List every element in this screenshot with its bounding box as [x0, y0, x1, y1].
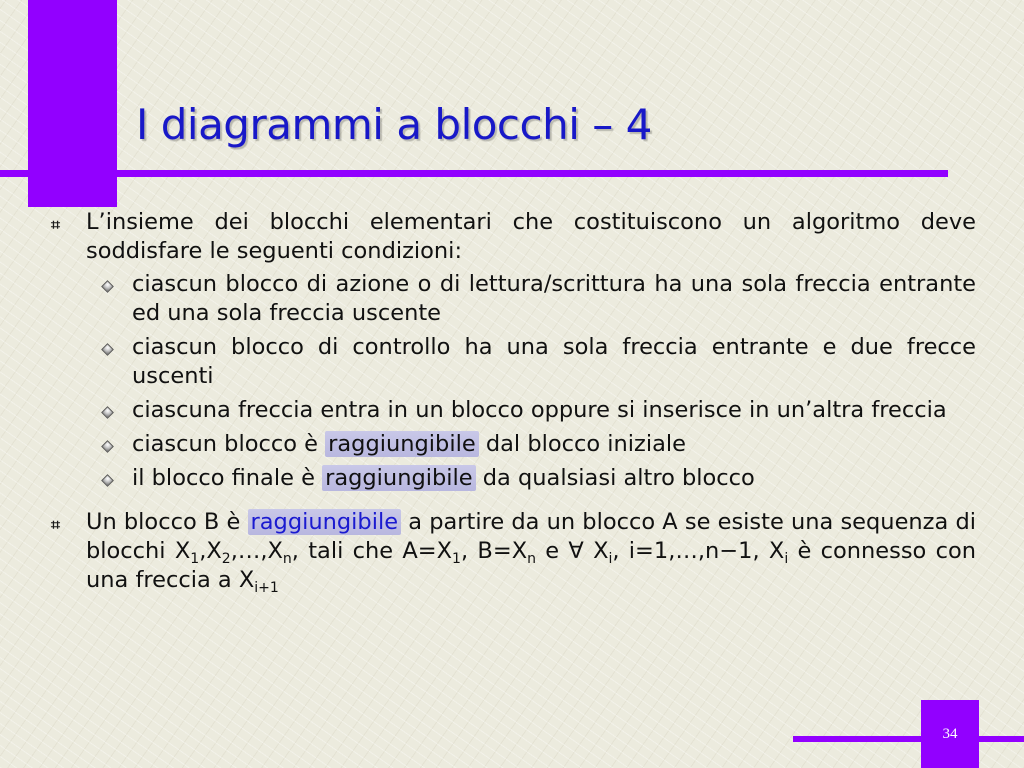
text-fragment: , B=: [460, 538, 512, 564]
highlighted-term: raggiungibile: [322, 465, 476, 491]
slide-content: [48, 208, 976, 599]
bullet-text: L’insieme dei blocchi elementari che costituiscono un algoritmo deve soddisfare le seguenti condizioni:: [86, 209, 976, 264]
text-fragment: , i=1,…,n−1,: [612, 538, 760, 564]
diamond-bullet-icon: [101, 474, 114, 487]
sub-bullet-text-after: da qualsiasi altro blocco: [475, 465, 755, 491]
sub-bullet-item: [48, 333, 976, 391]
bullet-text-after: a partire da un blocco A se esiste una sequenza di blocchi: [86, 509, 976, 564]
ellipsis: ,…,: [230, 538, 268, 564]
diamond-bullet-icon: [101, 343, 114, 356]
sub-bullet-text-before: il blocco finale è: [132, 465, 323, 491]
text-fragment: , tali che A=: [291, 538, 437, 564]
var-x: X: [206, 538, 222, 564]
var-x: X: [768, 538, 785, 564]
bullet-text-before: Un blocco B è: [86, 509, 248, 535]
title-underline-bar: [0, 170, 948, 177]
footer-accent-line: [793, 736, 1024, 742]
var-x: X: [174, 538, 191, 564]
subscript: i: [784, 551, 789, 567]
diamond-bullet-icon: [101, 406, 114, 419]
subscript: 1: [190, 551, 200, 567]
sub-bullet-item: [48, 430, 976, 459]
sub-bullet-text-after: dal blocco iniziale: [478, 431, 686, 457]
text-fragment: è connesso con una freccia a: [86, 538, 976, 593]
bullet-item: [48, 208, 976, 266]
diamond-bullet-icon: [101, 440, 114, 453]
comma: ,: [199, 538, 207, 564]
highlighted-term: raggiungibile: [325, 431, 479, 457]
sub-bullet-text: ciascun blocco di azione o di lettura/scrittura ha una sola freccia entrante ed una sola freccia uscente: [132, 271, 976, 326]
var-x: X: [238, 567, 255, 593]
var-x: X: [593, 538, 609, 564]
slide-title: I diagrammi a blocchi – 4: [136, 100, 652, 149]
bullet-item: [48, 508, 976, 595]
square-bullet-icon: ⌗: [51, 515, 61, 534]
var-x: X: [511, 538, 528, 564]
sub-bullet-text: ciascun blocco di controllo ha una sola freccia entrante e due frecce uscenti: [132, 334, 976, 389]
subscript: n: [527, 551, 536, 567]
subscript: 1: [452, 551, 461, 567]
subscript: i: [608, 551, 613, 567]
var-x: X: [436, 538, 453, 564]
page-number-box: [921, 700, 979, 768]
page-number: 34: [942, 725, 958, 742]
subscript: i+1: [254, 580, 279, 596]
sub-bullet-item: [48, 270, 976, 328]
sub-bullet-item: [48, 464, 976, 493]
subscript: 2: [221, 551, 231, 567]
sub-bullet-text-before: ciascun blocco è: [132, 431, 326, 457]
square-bullet-icon: ⌗: [51, 215, 61, 234]
subscript: n: [282, 551, 292, 567]
highlighted-term: raggiungibile: [248, 509, 402, 535]
sub-bullet-item: [48, 396, 976, 425]
text-fragment: e ∀: [535, 538, 594, 564]
var-x: X: [267, 538, 283, 564]
diamond-bullet-icon: [101, 280, 114, 293]
sub-bullet-text: ciascuna freccia entra in un blocco oppure si inserisce in un’altra freccia: [132, 397, 947, 423]
